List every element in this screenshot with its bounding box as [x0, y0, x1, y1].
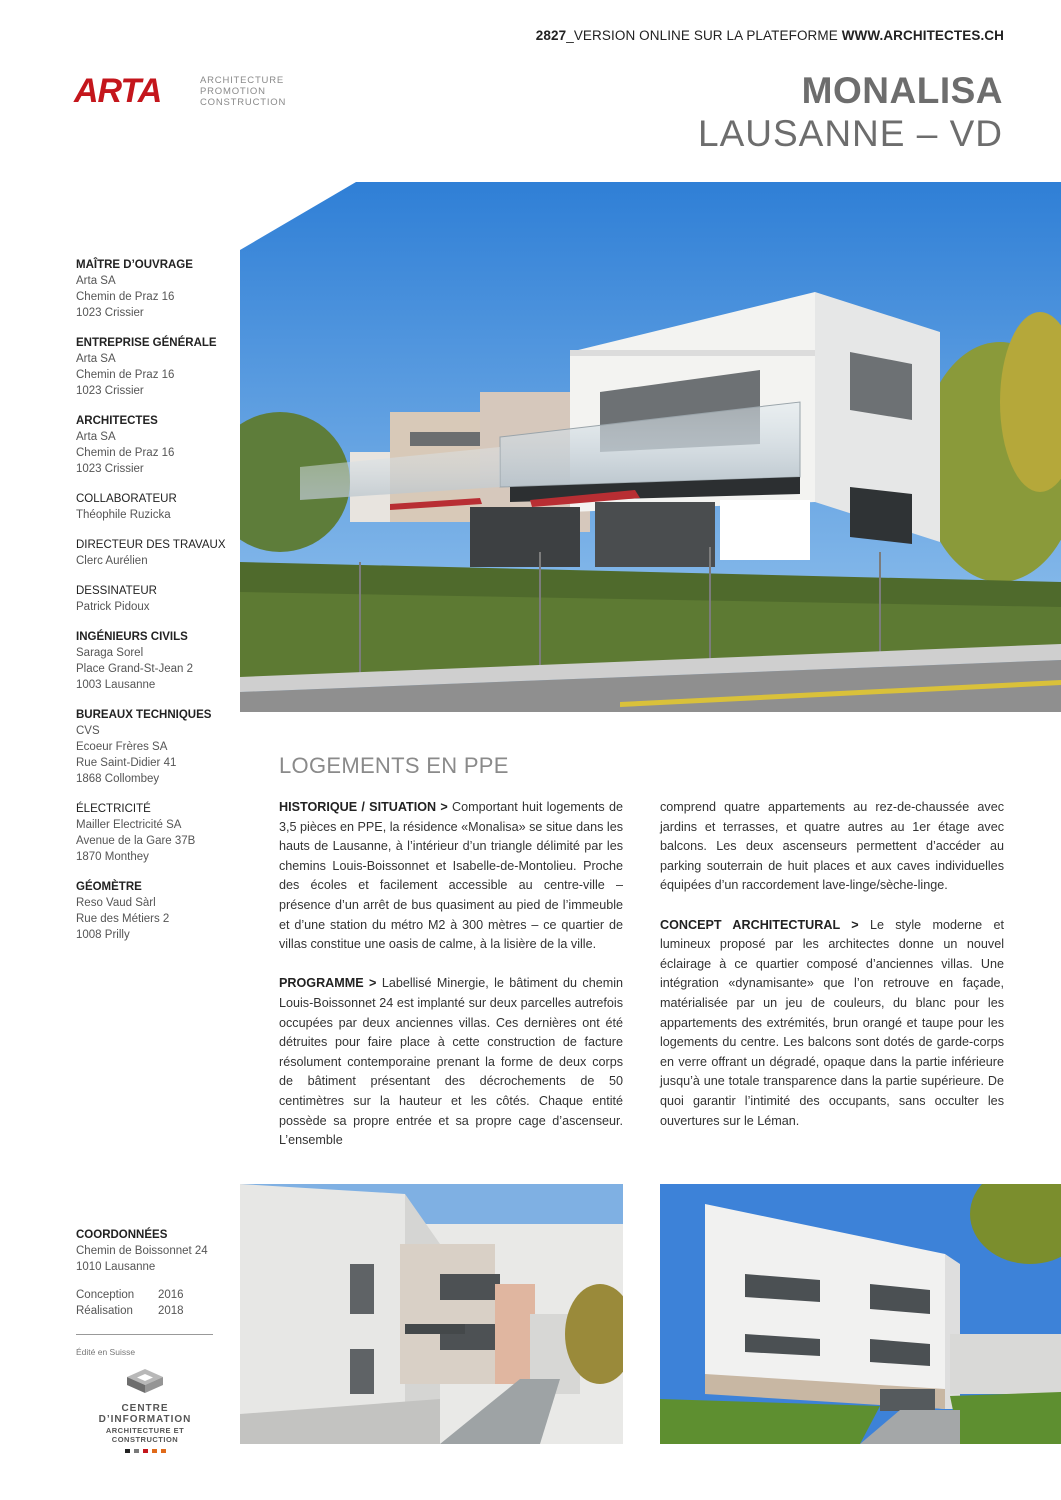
credit-block [76, 629, 236, 693]
credit-line: Théophile Ruzicka [76, 509, 171, 521]
credit-line: 1023 Crissier [76, 463, 144, 475]
credit-block [76, 335, 236, 399]
date-label: Conception [76, 1289, 135, 1301]
coordinates-line: 1010 Lausanne [76, 1261, 156, 1273]
credit-heading: ARCHITECTES [76, 415, 158, 427]
page-title [698, 70, 1003, 156]
cic-logo [76, 1368, 214, 1453]
credit-heading: GÉOMÈTRE [76, 881, 142, 893]
project-name: MONALISA [801, 70, 1003, 111]
divider [76, 1334, 213, 1335]
issue-number: 2827 [535, 28, 567, 43]
credit-heading: DIRECTEUR DES TRAVAUX [76, 539, 226, 551]
paragraph-text: Comportant huit logements de 3,5 pièces en PPE, la résidence «Monalisa» se situe dans les hauts de Lausanne, à l’intérieur d’un triangle délimité par les chemins Louis-Boissonnet et Isabelle-de-Montolieu. Proche des écoles et facilement accessible au centre-ville – présence d’un arrêt de bus quasiment au pied de l’immeuble et d’une station du métro M2 à 300 mètres – ce quartier de villas constitue une oasis de calme, à la lisière de la ville. [279, 800, 623, 952]
credit-line: Rue des Métiers 2 [76, 913, 170, 925]
article-column-2 [660, 798, 1004, 1151]
credit-line: 1868 Collombey [76, 773, 160, 785]
date-row-conception [76, 1287, 213, 1303]
credits-sidebar [76, 257, 236, 957]
credit-heading: INGÉNIEURS CIVILS [76, 631, 188, 643]
credit-line: Reso Vaud Sàrl [76, 897, 156, 909]
cic-subtitle: ARCHITECTURE ET CONSTRUCTION [105, 1426, 185, 1444]
paragraph-lead: HISTORIQUE / SITUATION > [279, 800, 452, 814]
credit-line: Patrick Pidoux [76, 601, 150, 613]
credit-heading: COLLABORATEUR [76, 493, 177, 505]
credit-line: 1870 Monthey [76, 851, 149, 863]
credit-line: CVS [76, 725, 100, 737]
courtyard-photo [240, 1184, 623, 1444]
credit-line: 1023 Crissier [76, 307, 144, 319]
credit-heading: BUREAUX TECHNIQUES [76, 709, 212, 721]
credit-line: Rue Saint-Didier 41 [76, 757, 177, 769]
logo-sub-line: CONSTRUCTION [200, 97, 287, 108]
credit-line: Arta SA [76, 275, 116, 287]
credit-block [76, 879, 236, 943]
version-text: _VERSION ONLINE SUR LA PLATEFORME [566, 28, 842, 43]
cic-color-dots [76, 1449, 214, 1453]
credit-line: 1023 Crissier [76, 385, 144, 397]
credit-block [76, 257, 236, 321]
credit-line: Clerc Aurélien [76, 555, 148, 567]
date-label: Réalisation [76, 1305, 133, 1317]
arta-logo [74, 72, 287, 110]
cic-color-dot [161, 1449, 166, 1453]
cic-color-dot [152, 1449, 157, 1453]
paragraph-programme-continued [660, 798, 1004, 896]
credit-line: Mailler Electricité SA [76, 819, 182, 831]
logo-sub-line: PROMOTION [200, 86, 266, 97]
cic-color-dot [125, 1449, 130, 1453]
credit-line: Avenue de la Gare 37B [76, 835, 196, 847]
credit-line: Arta SA [76, 353, 116, 365]
credit-line: 1003 Lausanne [76, 679, 156, 691]
courtyard-photo-illustration [240, 1184, 623, 1444]
credit-heading: DESSINATEUR [76, 585, 157, 597]
logo-sub-line: ARCHITECTURE [200, 75, 285, 86]
credit-line: Chemin de Praz 16 [76, 447, 175, 459]
cic-color-dot [143, 1449, 148, 1453]
credit-line: Arta SA [76, 431, 116, 443]
credit-heading: ENTREPRISE GÉNÉRALE [76, 337, 217, 349]
cic-color-dot [134, 1449, 139, 1453]
credit-block [76, 491, 236, 523]
paragraph-lead: CONCEPT ARCHITECTURAL > [660, 917, 870, 932]
article-column-1 [279, 798, 623, 1170]
facade-photo-illustration [660, 1184, 1061, 1444]
paragraph-text: Labellisé Minergie, le bâtiment du chemin Louis-Boissonnet 24 est implanté sur deux parcelles autrefois occupées par deux anciennes villas. Ces dernières ont été détruites pour faire place à cette construction de facture résolument contemporaine prenant la forme de deux corps de bâtiment présentant des décrochements de 50 centimètres sur la hauteur et les côtés. Chaque entité possède sa propre entrée et sa propre cage d’ascenseur. L’ensemble [279, 976, 623, 1148]
date-value: 2016 [158, 1289, 184, 1301]
paragraph-text: Le style moderne et lumineux proposé par les architectes donne un nouvel éclairage à ce quartier composé d’anciennes villas. Une intégration «dynamisante» que l’on retrouve en façade, matérialisée par un jeu de couleurs, du blanc pour les appartements des extrémités, brun orangé et taupe pour les logements du centre. Les balcons sont dotés de garde-corps en verre offrant un dégradé, opaque dans la partie inférieure jusqu’à une totale transparence dans la partie supérieure. De quoi garantir l’intimité des occupants, sans occulter les ouvertures sur le Léman. [660, 917, 1005, 1128]
credit-block [76, 413, 236, 477]
coordinates-heading: COORDONNÉES [76, 1229, 168, 1241]
credit-block [76, 537, 236, 569]
article-title: LOGEMENTS EN PPE [279, 753, 509, 778]
paragraph-lead: PROGRAMME > [279, 976, 382, 991]
credit-line: Saraga Sorel [76, 647, 144, 659]
credit-block [76, 583, 236, 615]
coordinates-block [76, 1227, 213, 1319]
credit-line: Ecoeur Frères SA [76, 741, 168, 753]
cic-cube-icon [125, 1368, 165, 1394]
project-location: LAUSANNE – VD [698, 113, 1003, 154]
facade-photo [660, 1184, 1061, 1444]
website-link[interactable]: WWW.ARCHITECTES.CH [841, 28, 1004, 43]
date-row-realisation [76, 1303, 213, 1319]
credit-line: Place Grand-St-Jean 2 [76, 663, 193, 675]
paragraph-historique [279, 798, 623, 955]
credit-line: Chemin de Praz 16 [76, 291, 175, 303]
credit-heading: MAÎTRE D’OUVRAGE [76, 259, 193, 271]
edited-in-switzerland: Édité en Suisse [76, 1347, 136, 1357]
credit-line: Chemin de Praz 16 [76, 369, 175, 381]
paragraph-concept [660, 916, 1004, 1132]
arta-logo-subtitle [200, 75, 286, 108]
coordinates-line: Chemin de Boissonnet 24 [76, 1245, 208, 1257]
version-online-line [536, 28, 1004, 43]
credit-block [76, 707, 236, 787]
project-dates [76, 1287, 213, 1319]
paragraph-programme [279, 974, 623, 1150]
date-value: 2018 [158, 1305, 184, 1317]
paragraph-text: comprend quatre appartements au rez-de-chaussée avec jardins et terrasses, et quatre autres au 1er étage avec balcons. Les deux ascenseurs permettent d’accéder au parking souterrain de huit places et aux caves individuelles équipées d’un raccordement lave-linge/sèche-linge. [660, 800, 1004, 893]
hero-photo-illustration [240, 182, 1061, 712]
credit-line: 1008 Prilly [76, 929, 130, 941]
arta-logo-mark: ARTA [74, 72, 162, 110]
credit-heading: ÉLECTRICITÉ [76, 803, 151, 815]
hero-building-photo [240, 182, 1061, 712]
credit-block [76, 801, 236, 865]
cic-name: CENTRE D’INFORMATION [98, 1403, 192, 1425]
